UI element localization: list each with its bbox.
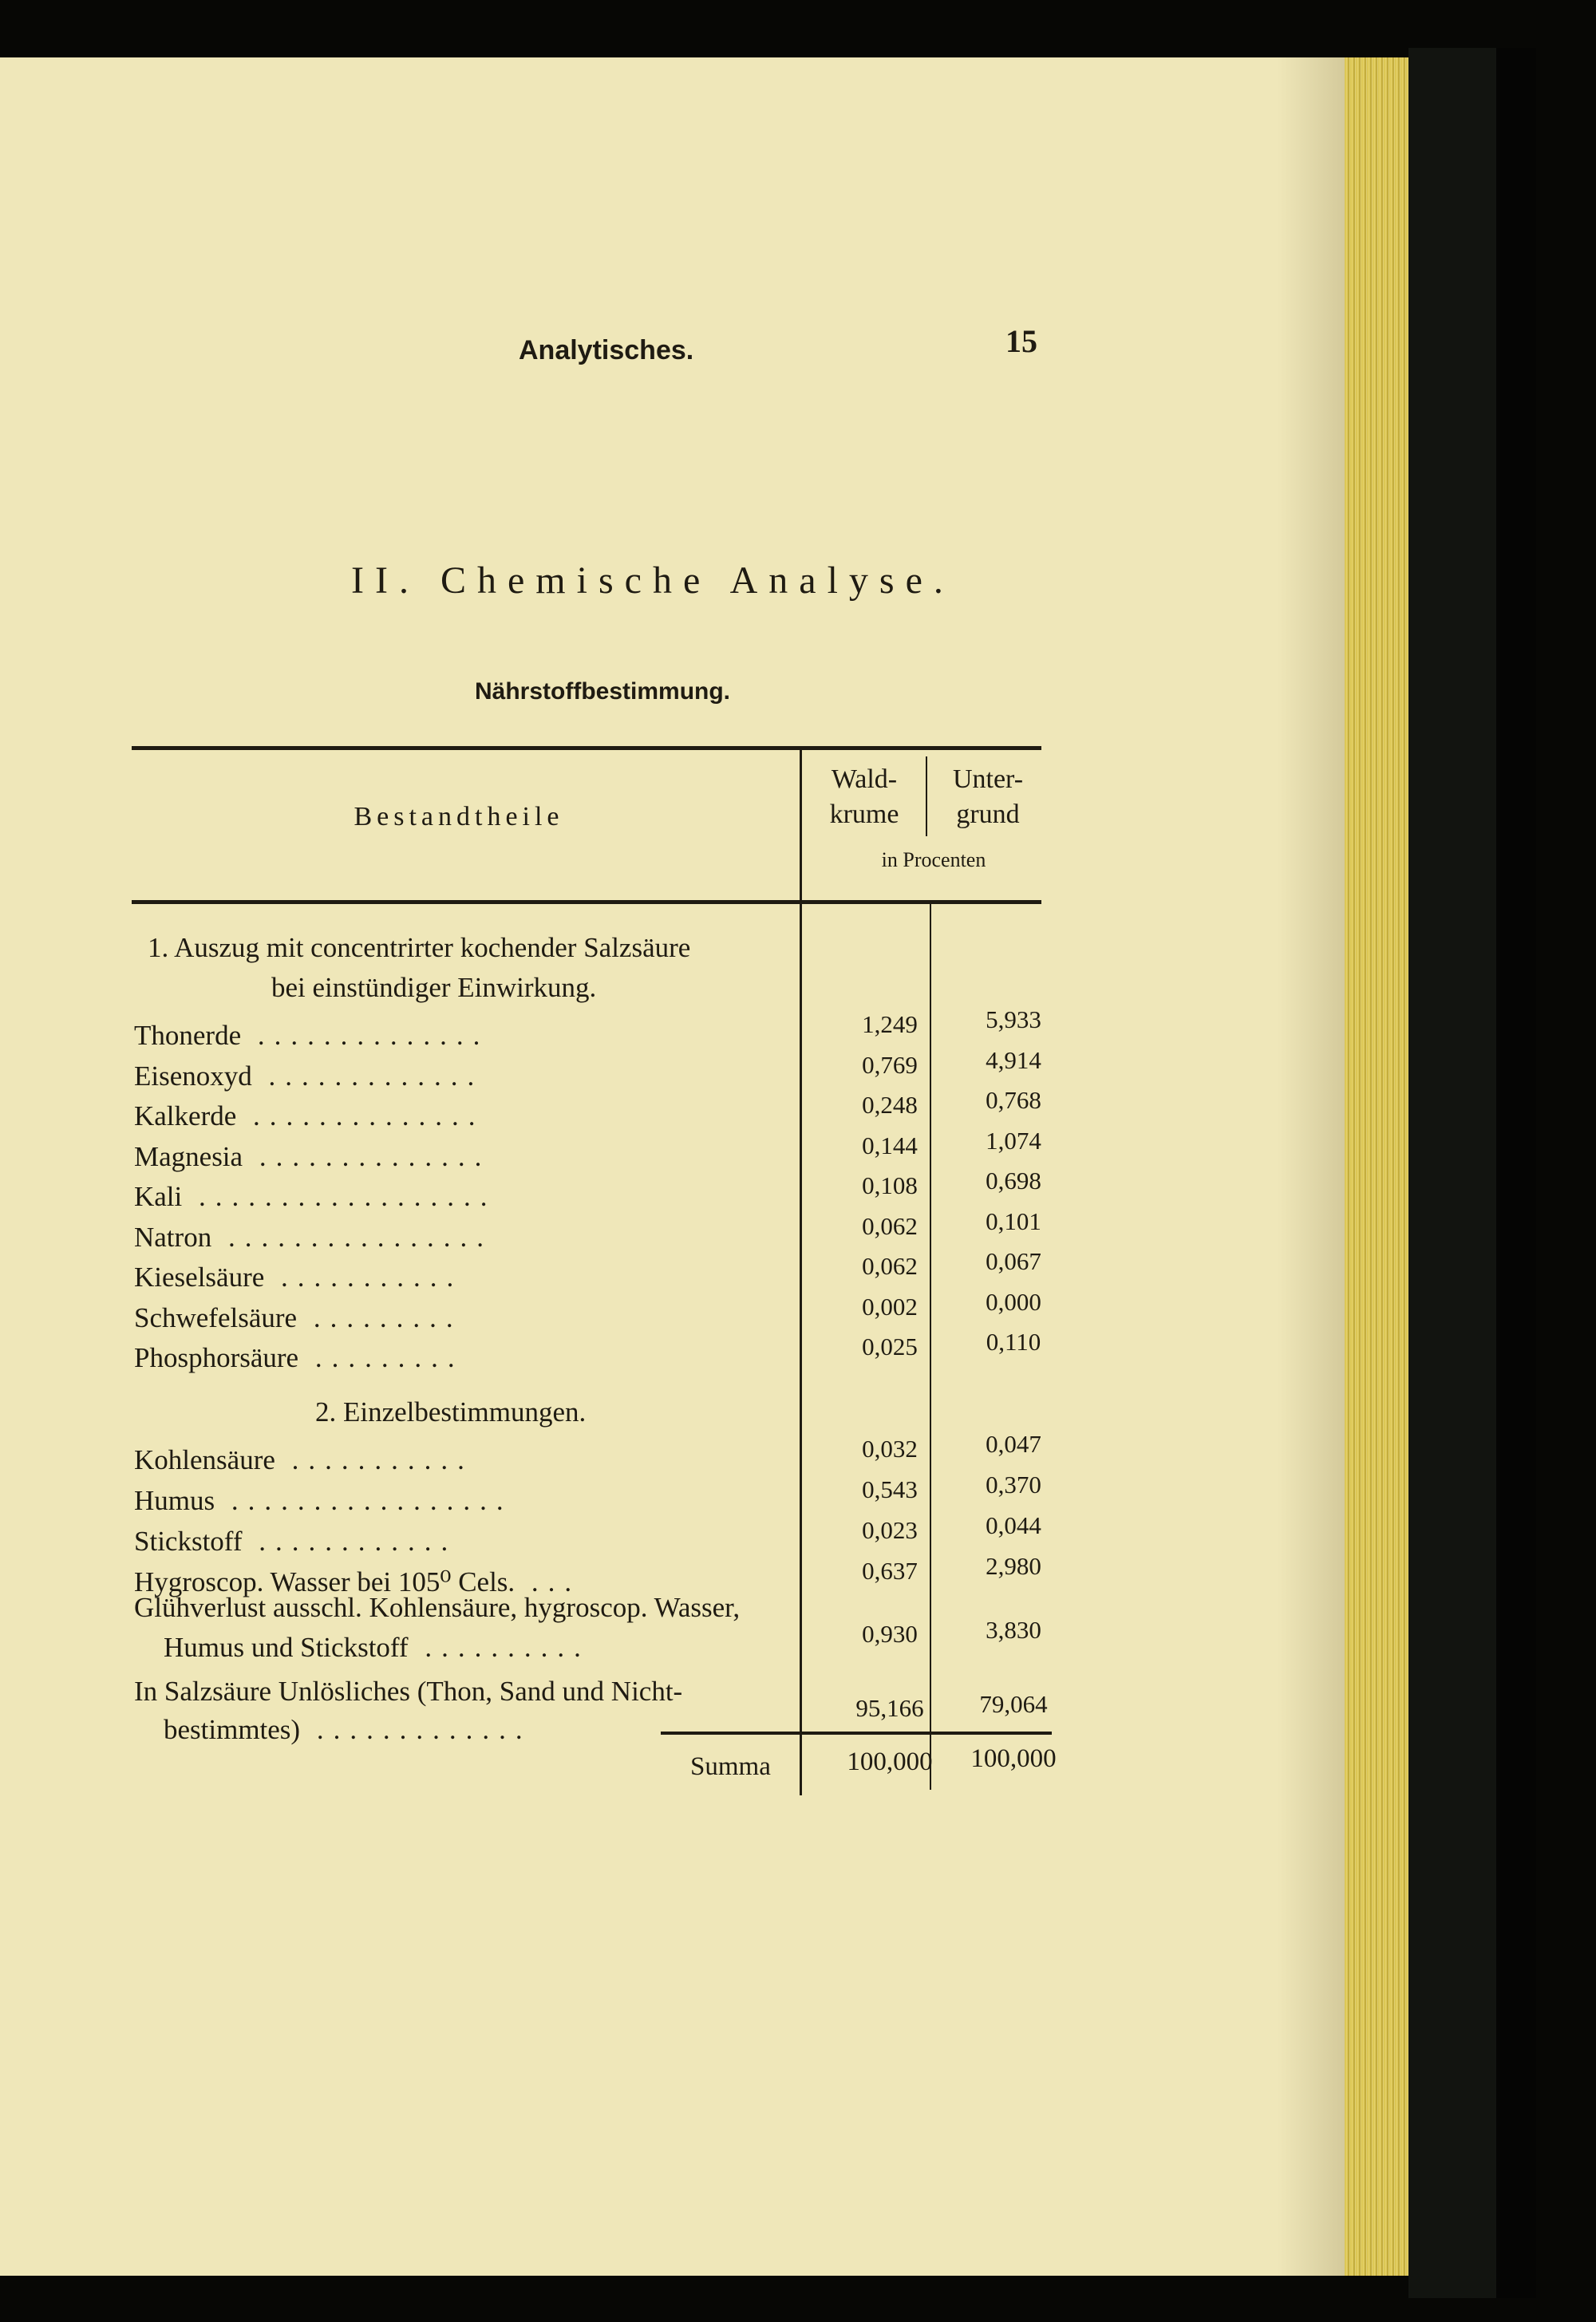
- table-row-label: Kieselsäure ...........: [134, 1262, 464, 1293]
- table-cell-waldkrume: 0,023: [862, 1516, 918, 1544]
- table-row-label-text: Humus: [134, 1485, 215, 1516]
- row-unloesliches-line2-text: bestimmtes): [164, 1714, 301, 1745]
- page-edges: [1345, 57, 1408, 2276]
- summa-label: Summa: [690, 1752, 771, 1781]
- book-cover-rim: [1496, 48, 1536, 2298]
- table-row-label-text: Stickstoff: [134, 1526, 243, 1557]
- table-cell-waldkrume: 0,144: [862, 1131, 918, 1159]
- summa-rule: [661, 1732, 1052, 1735]
- table-row-label: Hygroscop. Wasser bei 105⁰ Cels. ...: [134, 1566, 582, 1597]
- table-subtitle: Nährstoffbestimmung.: [475, 678, 731, 705]
- table-row-label-text: Kohlensäure: [134, 1444, 275, 1475]
- table-row-label-text: Natron: [134, 1221, 212, 1253]
- table-cell-untergrund: 1,074: [986, 1126, 1041, 1155]
- table-row-label-text: Magnesia: [134, 1140, 243, 1172]
- header-waldkrume-line2: krume: [829, 800, 899, 829]
- header-unit: in Procenten: [881, 848, 986, 871]
- section-title: II. Chemische Analyse.: [351, 559, 954, 602]
- table-cell-waldkrume: 0,002: [862, 1292, 918, 1321]
- table-cell-waldkrume: 0,108: [862, 1171, 918, 1199]
- table-row-label-text: Phosphorsäure: [134, 1342, 299, 1373]
- table-top-rule: [132, 746, 1041, 750]
- summa-untergrund: 100,000: [970, 1744, 1057, 1773]
- row-unloesliches-line2: bestimmtes) .............: [164, 1714, 532, 1745]
- table-cell-waldkrume: 0,543: [862, 1475, 918, 1503]
- table-row-label-text: Eisenoxyd: [134, 1060, 252, 1092]
- table-row-label: Magnesia ..............: [134, 1140, 492, 1172]
- table-cell-waldkrume: 0,248: [862, 1091, 918, 1119]
- table-row-label: Kali ..................: [134, 1181, 497, 1212]
- row-gluehverlust-line1: Glühverlust ausschl. Kohlensäure, hygroscop. Wasser,: [134, 1592, 741, 1623]
- table-row-label-text: Thonerde: [134, 1020, 242, 1051]
- table-cell-waldkrume: 0,025: [862, 1333, 918, 1360]
- table-cell-untergrund: 0,110: [986, 1328, 1041, 1356]
- table-row-label: Thonerde ..............: [134, 1020, 490, 1051]
- header-waldkrume-line1: Wald-: [831, 764, 898, 794]
- running-head: Analytisches.: [519, 335, 694, 365]
- row-unloesliches-line1: In Salzsäure Unlösliches (Thon, Sand und Nicht-: [134, 1676, 683, 1707]
- header-untergrund: [928, 762, 1048, 832]
- header-bestandtheile: Bestandtheile: [354, 802, 564, 831]
- header-untergrund-line2: grund: [956, 800, 1020, 829]
- row-unloesliches-untergrund: 79,064: [979, 1690, 1048, 1718]
- table-row-label-text: Kieselsäure: [134, 1262, 265, 1293]
- table-cell-untergrund: 2,980: [986, 1552, 1041, 1580]
- table-cell-untergrund: 0,000: [986, 1287, 1041, 1316]
- header-waldkrume: [804, 762, 924, 832]
- table-row-label-text: Hygroscop. Wasser bei 105⁰ Cels.: [134, 1566, 516, 1597]
- row-gluehverlust-line2-text: Humus und Stickstoff: [164, 1632, 409, 1663]
- book-cover: [1408, 48, 1496, 2298]
- table-cell-waldkrume: 0,637: [862, 1557, 918, 1585]
- table-cell-waldkrume: 1,249: [862, 1010, 918, 1038]
- table-cell-untergrund: 4,914: [986, 1045, 1041, 1074]
- table-row-label-text: Schwefelsäure: [134, 1301, 298, 1333]
- table-cell-untergrund: 5,933: [986, 1005, 1041, 1033]
- table-cell-waldkrume: 0,062: [862, 1211, 918, 1240]
- header-untergrund-line1: Unter-: [952, 764, 1024, 794]
- table-cell-untergrund: 0,370: [986, 1471, 1041, 1499]
- table-row-label: Schwefelsäure .........: [134, 1301, 463, 1333]
- table-cell-waldkrume: 0,062: [862, 1252, 918, 1280]
- table-row-label: Phosphorsäure .........: [134, 1342, 464, 1373]
- table-header-rule: [132, 900, 1041, 904]
- row-gluehverlust-untergrund: 3,830: [986, 1616, 1041, 1644]
- table-row-label-text: Kali: [134, 1181, 183, 1212]
- page-number: 15: [1005, 323, 1037, 359]
- page-gutter-shadow: [1277, 57, 1345, 2276]
- row-unloesliches-waldkrume: 95,166: [855, 1694, 924, 1722]
- table-row-label: Eisenoxyd .............: [134, 1060, 484, 1092]
- table-cell-untergrund: 0,044: [986, 1511, 1041, 1539]
- table-cell-waldkrume: 0,032: [862, 1435, 918, 1463]
- summa-waldkrume: 100,000: [847, 1747, 933, 1776]
- header-subdivider: [926, 756, 927, 836]
- table-cell-untergrund: 0,047: [986, 1430, 1041, 1458]
- table-row-label: Stickstoff ............: [134, 1526, 458, 1557]
- table-cell-waldkrume: 0,769: [862, 1050, 918, 1079]
- table-cell-untergrund: 0,067: [986, 1247, 1041, 1275]
- row-gluehverlust-waldkrume: 0,930: [862, 1620, 918, 1648]
- table-cell-untergrund: 0,768: [986, 1086, 1041, 1114]
- table-row-label: Natron ................: [134, 1221, 493, 1253]
- group1-title-line2: bei einstündiger Einwirkung.: [271, 972, 597, 1003]
- group1-title-line1: 1. Auszug mit concentrirter kochender Salzsäure: [148, 932, 691, 963]
- table-row-label: Kalkerde ..............: [134, 1100, 485, 1131]
- table-cell-untergrund: 0,101: [986, 1206, 1041, 1235]
- group2-title: 2. Einzelbestimmungen.: [315, 1396, 587, 1428]
- table-row-label: Humus .................: [134, 1485, 513, 1516]
- row-gluehverlust-line2: Humus und Stickstoff ..........: [164, 1632, 591, 1663]
- table-cell-untergrund: 0,698: [986, 1167, 1041, 1195]
- table-row-label-text: Kalkerde: [134, 1100, 237, 1131]
- table-column-divider-1: [800, 750, 802, 1795]
- table-row-label: Kohlensäure ...........: [134, 1444, 474, 1475]
